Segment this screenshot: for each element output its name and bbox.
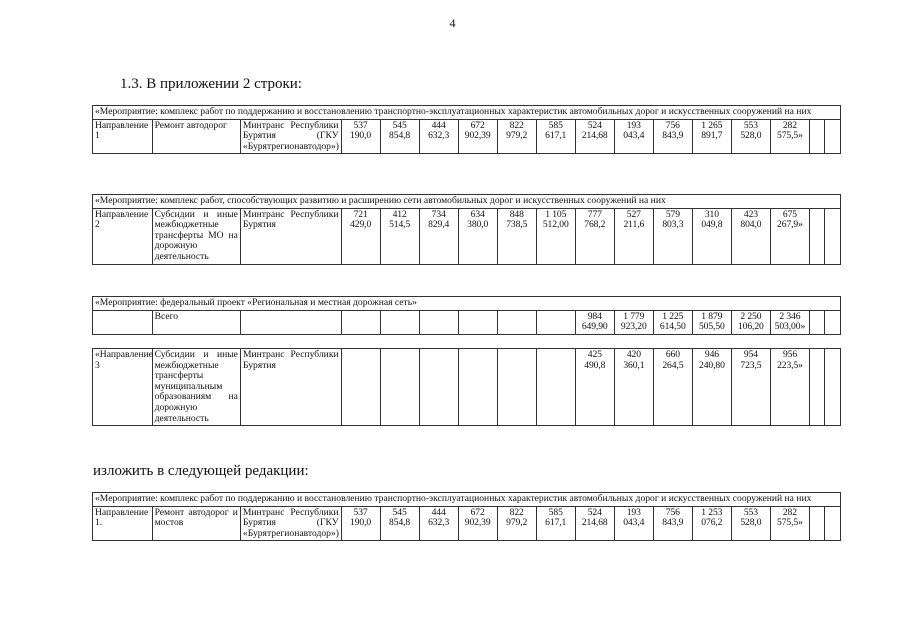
value-line-2: 738,5 [506,219,528,231]
value-line-1: 734 [431,208,446,220]
value-cell [536,506,575,541]
page-number: 4 [449,16,456,30]
table-row [93,506,841,541]
executor-cell [240,310,341,334]
value-line-2: 528,0 [740,517,762,529]
value-line-2: 843,9 [662,130,684,142]
value-line-2: 891,7 [701,130,723,142]
value-line-1: 2 346 [779,310,801,322]
direction-cell [93,310,153,334]
executor-cell: Минтранс Республики Бурятия [240,208,341,264]
value-line-2: 804,0 [740,219,762,231]
value-cell [458,119,497,154]
value-line-2: 979,2 [506,130,528,142]
value-cell [731,119,770,154]
value-line-2: 223,5» [777,359,803,371]
value-cell [575,208,614,264]
direction-cell: Направление 2 [93,208,153,264]
value-cell [380,310,419,334]
value-line-2: 902,39 [464,130,491,142]
value-line-2: 240,80 [699,359,725,371]
value-line-2: 360,1 [623,359,645,371]
value-cell [341,506,380,541]
value-cell [458,506,497,541]
value-line-2: 854,8 [389,517,411,529]
value-line-1: 777 [587,208,602,220]
value-line-1: 1 105 [545,208,567,220]
value-cell [653,506,692,541]
table-row [93,208,841,264]
value-line-1: 672 [470,506,485,518]
value-cell [380,506,419,541]
value-line-1: 675 [782,208,797,220]
program-table [92,296,841,335]
value-cell [380,349,419,426]
value-line-1: 524 [587,119,602,131]
value-line-1: 954 [743,349,758,360]
value-cell [341,310,380,334]
value-cell [458,310,497,334]
value-cell [536,310,575,334]
value-line-2: 854,8 [389,130,411,142]
table-caption: «Мероприятие: комплекс работ, способствующих развитию и расширению сети автомобильных дорог и искусственных сооружений на них [93,195,841,209]
value-line-2: 214,68 [581,130,608,142]
table-row [93,349,841,426]
value-line-1: 425 [587,349,602,360]
value-cell [419,310,458,334]
value-line-2: 211,6 [623,219,645,231]
value-cell [380,119,419,154]
value-cell [692,119,731,154]
value-cell [614,506,653,541]
value-cell [536,208,575,264]
value-line-2: 505,50 [698,321,725,333]
value-cell [770,119,809,154]
value-cell [614,349,653,426]
value-line-1: 282 [782,119,797,131]
value-line-2: 190,0 [350,517,372,529]
value-cell [419,119,458,154]
value-cell [341,119,380,154]
empty-cell [825,208,841,264]
empty-cell [809,310,824,334]
value-line-2: 049,8 [701,219,723,231]
value-line-2: 043,4 [623,517,645,529]
value-line-1: 822 [509,506,524,518]
value-line-1: 444 [431,119,446,131]
value-line-1: 553 [743,119,758,131]
value-line-2: 979,2 [506,517,528,529]
value-cell [653,349,692,426]
value-line-1: 956 [782,349,798,360]
empty-cell [825,349,841,426]
value-cell [653,119,692,154]
value-cell [536,349,575,426]
value-line-1: 579 [665,208,680,220]
value-cell [575,119,614,154]
value-line-1: 310 [704,208,719,220]
value-cell [380,208,419,264]
value-cell [497,208,536,264]
value-line-2: 902,39 [464,517,491,529]
value-cell [692,506,731,541]
value-line-1: 545 [392,506,407,518]
value-line-1: 423 [743,208,758,220]
program-table [92,348,841,426]
table-caption: «Мероприятие: комплекс работ по поддержанию и восстановлению транспортно-эксплуатационных характеристик автомобильных дорог и искусственных сооружений на них [93,106,841,120]
value-line-2: 190,0 [350,130,372,142]
value-cell [497,349,536,426]
value-line-1: 946 [704,349,719,360]
executor-cell: Минтранс Республики Бурятия (ГКУ «Бурятрегионавтодор») [240,506,341,541]
empty-cell [825,310,841,334]
value-line-2: 632,3 [428,130,450,142]
value-line-2: 076,2 [701,517,723,529]
value-line-1: 524 [587,506,602,518]
value-line-1: 1 879 [701,310,723,322]
value-line-2: 264,5 [662,359,684,371]
value-cell [770,208,809,264]
value-line-2: 267,9» [777,219,803,231]
value-line-1: 282 [782,506,797,518]
section-heading: 1.3. В приложении 2 строки: [120,76,302,92]
value-line-1: 756 [665,506,680,518]
value-line-2: 514,5 [389,219,411,231]
value-line-1: 527 [626,208,641,220]
value-line-1: 848 [509,208,524,220]
value-cell [653,208,692,264]
value-cell [614,208,653,264]
value-cell [575,349,614,426]
value-line-1: 193 [626,506,641,518]
empty-cell [809,506,824,541]
value-line-2: 512,00 [542,219,569,231]
empty-cell [825,506,841,541]
description-cell: Всего [152,310,240,334]
value-line-1: 193 [626,119,641,131]
value-line-2: 617,1 [545,517,567,529]
description-cell: Ремонт автодорог и мостов [152,506,240,541]
direction-cell: «Направление 3 [93,349,153,426]
value-cell [731,349,770,426]
value-cell [692,310,731,334]
value-line-2: 614,50 [659,321,686,333]
value-line-2: 843,9 [662,517,684,529]
program-table [92,194,841,265]
table-caption: «Мероприятие: федеральный проект «Региональная и местная дорожная сеть» [93,297,841,311]
value-line-2: 632,3 [428,517,450,529]
value-line-1: 412 [392,208,407,220]
value-line-1: 984 [587,310,602,322]
value-cell [497,119,536,154]
value-cell [341,208,380,264]
value-line-2: 829,4 [428,219,450,231]
value-line-2: 768,2 [584,219,606,231]
empty-cell [810,349,825,426]
value-line-2: 043,4 [623,130,645,142]
value-cell [614,310,653,334]
value-line-1: 660 [665,349,680,360]
value-line-1: 672 [470,119,485,131]
table-caption: «Мероприятие: комплекс работ по поддержанию и восстановлению транспортно-эксплуатационных характеристик автомобильных дорог и искусственных сооружений на них [93,493,841,507]
value-line-2: 528,0 [740,130,762,142]
value-cell [692,349,731,426]
description-cell: Субсидии и иные межбюджетные трансферты муниципальным образованиям на дорожную деятельность [152,349,240,426]
value-line-1: 420 [626,349,641,360]
value-cell [536,119,575,154]
table-row [93,310,841,334]
value-line-1: 1 225 [662,310,684,322]
value-cell [419,349,458,426]
executor-cell: Минтранс Республики Бурятия [240,349,341,426]
value-line-2: 106,20 [737,321,764,333]
value-line-2: 490,8 [584,359,606,371]
value-cell [692,208,731,264]
value-cell [458,349,497,426]
value-cell [497,506,536,541]
value-line-2: 214,68 [581,517,608,529]
description-cell: Субсидии и иные межбюджетные трансферты МО на дорожную деятельность [152,208,240,264]
value-line-2: 649,90 [581,321,608,333]
value-cell [770,349,809,426]
direction-cell: Направление 1. [93,506,153,541]
value-line-2: 575,5» [777,130,803,142]
value-cell [614,119,653,154]
value-line-1: 1 265 [701,119,723,131]
value-line-1: 822 [509,119,524,131]
value-cell [731,506,770,541]
value-cell [575,310,614,334]
value-line-1: 756 [665,119,680,131]
value-line-1: 553 [743,506,758,518]
value-line-1: 721 [353,208,368,220]
value-line-1: 545 [392,119,407,131]
value-cell [575,506,614,541]
value-cell [731,208,770,264]
value-line-1: 585 [548,119,563,131]
value-line-2: 923,20 [620,321,647,333]
value-cell [497,310,536,334]
value-line-2: 429,0 [350,219,372,231]
value-line-1: 1 253 [701,506,723,518]
value-line-1: 2 250 [740,310,762,322]
value-cell [458,208,497,264]
value-line-1: 537 [353,119,368,131]
value-line-2: 617,1 [545,130,567,142]
value-line-1: 444 [431,506,446,518]
value-line-1: 1 779 [623,310,645,322]
value-cell [731,310,770,334]
description-cell: Ремонт автодорог [152,119,240,154]
value-cell [419,506,458,541]
value-line-2: 575,5» [777,517,803,529]
program-table [92,105,841,154]
value-cell [341,349,380,426]
empty-cell [809,119,824,154]
value-line-2: 803,3 [662,219,684,231]
value-line-2: 503,00» [774,321,806,333]
program-table [92,492,841,541]
value-line-2: 380,0 [467,219,489,231]
value-cell [770,310,809,334]
value-line-1: 585 [548,506,563,518]
direction-cell: Направление 1 [93,119,153,154]
value-line-2: 723,5 [740,359,762,371]
value-cell [770,506,809,541]
empty-cell [809,208,824,264]
executor-cell: Минтранс Республики Бурятия (ГКУ «Бурятрегионавтодор») [240,119,341,154]
table-row [93,119,841,154]
value-line-1: 537 [353,506,368,518]
value-line-1: 634 [470,208,485,220]
value-cell [653,310,692,334]
value-cell [419,208,458,264]
replacement-heading: изложить в следующей редакции: [93,463,309,479]
empty-cell [825,119,841,154]
